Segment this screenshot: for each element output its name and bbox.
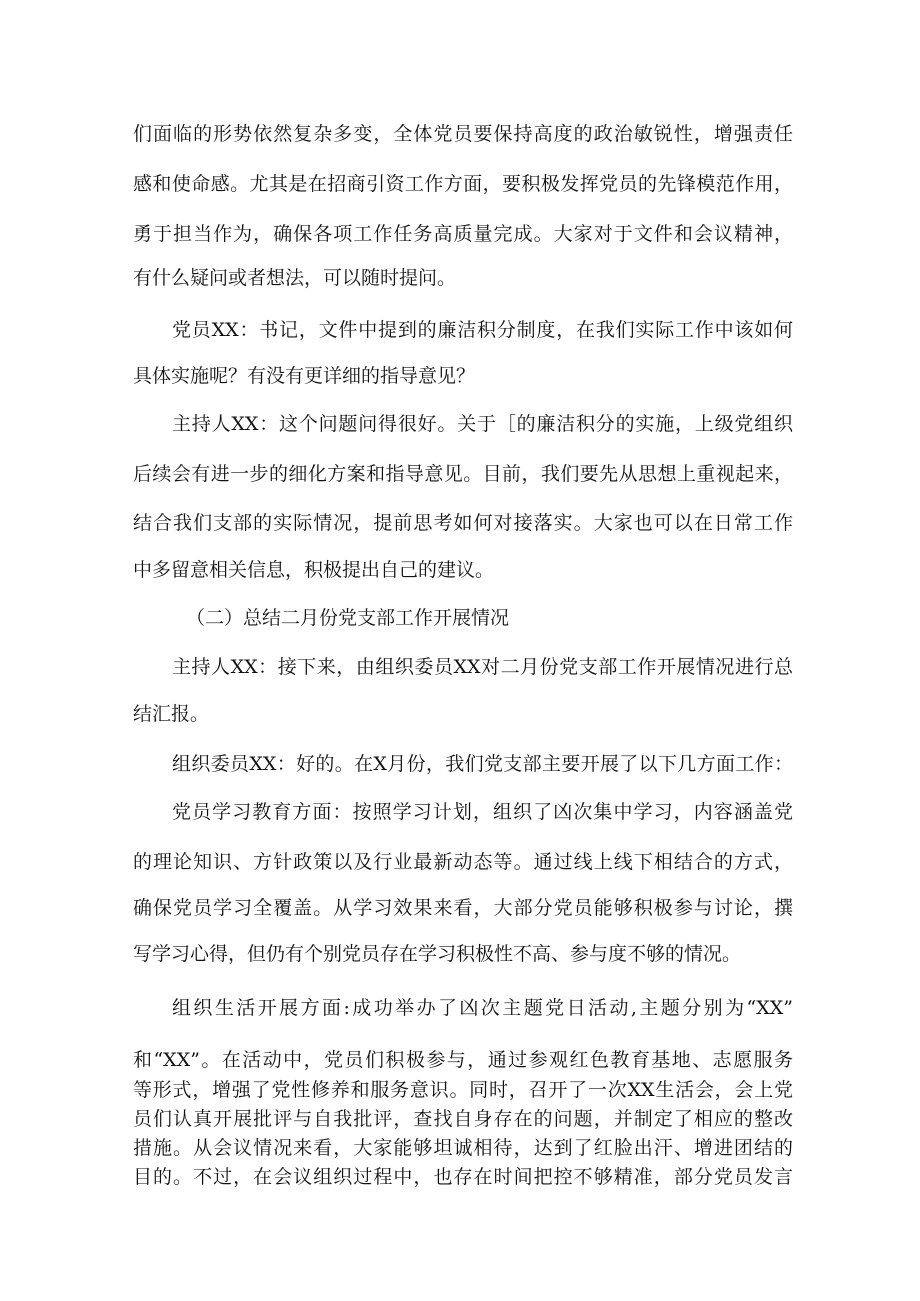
p7-line-5: 措施。从会议情况来看，大家能够坦诚相待，达到了红脸出汗、增进团结的 [133, 1137, 793, 1159]
p2-line-2: 具体实施呢？有没有更详细的指导意见？ [133, 365, 476, 387]
p6-line-3: 确保党员学习全覆盖。从学习效果来看，大部分党员能够积极参与讨论，撰 [133, 897, 793, 919]
p1-line-1: 们面临的形势依然复杂多变，全体党员要保持高度的政治敏锐性，增强责任 [133, 123, 793, 145]
p6-line-1: 党员学习教育方面：按照学习计划，组织了凶次集中学习，内容涵盖党 [172, 801, 793, 823]
p3-line-4: 中多留意相关信息，积极提出自己的建议。 [133, 559, 495, 581]
p4-line-1: 主持人XX：接下来，由组织委员XX对二月份党支部工作开展情况进行总 [172, 656, 793, 678]
p3-line-1: 主持人XX：这个问题问得很好。关于［的廉洁积分的实施，上级党组织 [172, 413, 793, 435]
p7-line-6: 目的。不过，在会议组织过程中，也存在时间把控不够精准，部分党员发言 [133, 1166, 793, 1188]
p6-line-4: 写学习心得，但仍有个别党员存在学习积极性不高、参与度不够的情况。 [133, 943, 742, 965]
p7-line-3: 等形式，增强了党性修养和服务意识。同时，召开了一次XX生活会，会上党 [133, 1079, 793, 1101]
p3-line-2: 后续会有进一步的细化方案和指导意见。目前，我们要先从思想上重视起来， [133, 463, 793, 485]
p4-line-2: 结汇报。 [133, 703, 210, 725]
p7-line-4: 员们认真开展批评与自我批评，查找自身存在的问题，并制定了相应的整改 [133, 1108, 793, 1130]
p7-line-2: 和“XX”。在活动中，党员们积极参与，通过参观红色教育基地、志愿服务 [133, 1049, 793, 1071]
p1-line-4: 有什么疑问或者想法，可以随时提问。 [133, 267, 457, 289]
p5-line-1: 组织委员XX：好的。在X月份，我们党支部主要开展了以下几方面工作： [172, 753, 793, 775]
p2-line-1: 党员XX：书记，文件中提到的廉洁积分制度，在我们实际工作中该如何 [172, 319, 793, 341]
p7-line-1: 组织生活开展方面:成功举办了凶次主题党日活动,主题分别为“XX” [172, 997, 793, 1019]
p6-line-2: 的理论知识、方针政策以及行业最新动态等。通过线上线下相结合的方式， [133, 851, 793, 873]
p1-line-2: 感和使命感。尤其是在招商引资工作方面，要积极发挥党员的先锋模范作用， [133, 173, 793, 195]
p1-line-3: 勇于担当作为，确保各项工作任务高质量完成。大家对于文件和会议精神， [133, 223, 793, 245]
section-heading: （二）总结二月份党支部工作开展情况 [186, 607, 510, 629]
p3-line-3: 结合我们支部的实际情况，提前思考如何对接落实。大家也可以在日常工作 [133, 512, 793, 534]
